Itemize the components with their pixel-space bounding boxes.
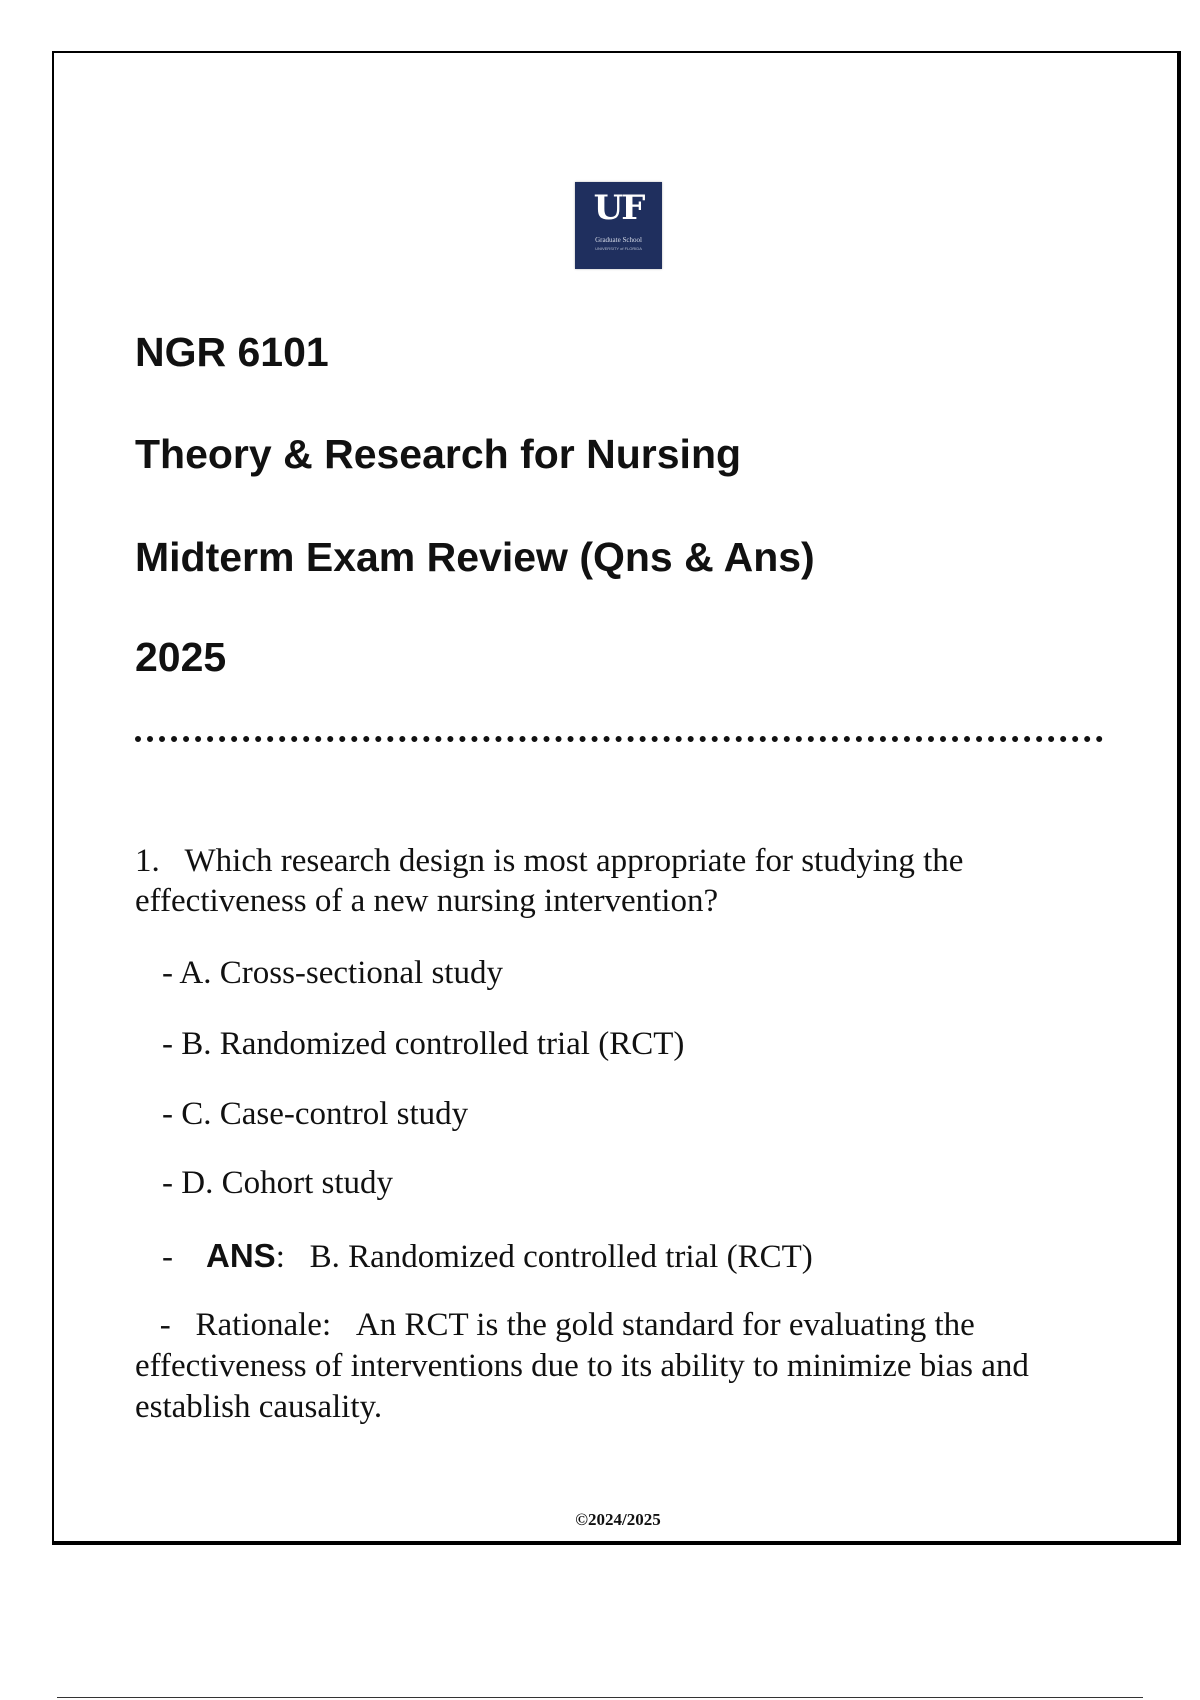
logo-mark: UF [593,188,644,228]
exam-title: Midterm Exam Review (Qns & Ans) [135,534,815,580]
bottom-rule [57,1697,1143,1698]
course-code: NGR 6101 [135,329,329,375]
rationale-prefix: - [159,1307,171,1343]
course-name: Theory & Research for Nursing [135,431,742,477]
question-1 [135,841,1095,921]
answer-text: B. Randomized controlled trial (RCT) [309,1239,813,1275]
rationale-label: Rationale: [195,1307,332,1343]
dotted-divider [135,736,1103,742]
answer-line: - ANS: B. Randomized controlled trial (RCT) [162,1237,813,1275]
logo-line-2: UNIVERSITY of FLORIDA [595,246,642,251]
question-text: Which research design is most appropriate for studying the effectiveness of a new nursing intervention? [135,843,964,919]
option-d: - D. Cohort study [162,1165,393,1201]
uf-logo [575,182,662,269]
exam-year: 2025 [135,634,227,680]
copyright: ©2024/2025 [575,1510,661,1529]
option-b: - B. Randomized controlled trial (RCT) [162,1026,685,1062]
option-a: - A. Cross-sectional study [162,955,503,991]
rationale-text: An RCT is the gold standard for evaluating the effectiveness of interventions due to its ability to minimize bias and establish causality. [135,1307,1029,1425]
rationale [135,1305,1095,1428]
answer-prefix: - [162,1239,173,1275]
question-number: 1. [135,843,160,879]
option-c: - C. Case-control study [162,1096,469,1132]
answer-label: ANS [206,1237,276,1274]
logo-line-1: Graduate School [595,236,642,244]
